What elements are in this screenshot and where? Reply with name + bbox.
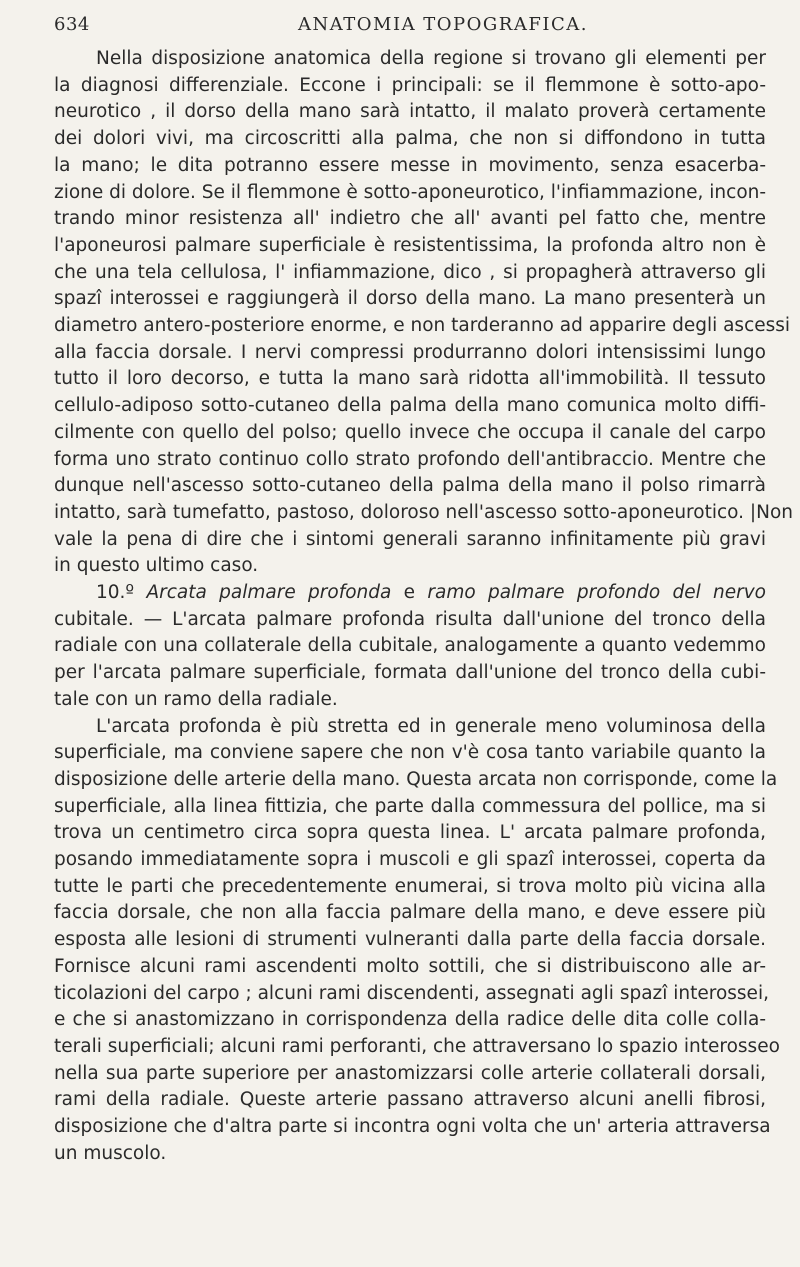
section-connector: e [403, 582, 416, 603]
page-number: 634 [54, 14, 90, 35]
text-line: e che si anastomizzano in corrispondenza della radice delle dita colle colla- [54, 1009, 766, 1031]
text-line: dunque nell'ascesso sotto-cutaneo della palma della mano il polso rimarrà [54, 475, 766, 497]
text-line: L'arcata profonda è più stretta ed in generale meno voluminosa della [96, 715, 766, 737]
text-line: cellulo-adiposo sotto-cutaneo della palma della mano comunica molto diffi- [54, 395, 766, 417]
text-line: esposta alle lesioni di strumenti vulneranti dalla parte della faccia dorsale. [54, 929, 766, 951]
text-line: rami della radiale. Queste arterie passano attraverso alcuni anelli fibrosi, [54, 1089, 766, 1111]
text-line: terali superficiali; alcuni rami perforanti, che attraversano lo spazio interosseo [54, 1035, 780, 1057]
running-head: ANATOMIA TOPOGRAFICA. [298, 14, 588, 35]
text-line: neurotico , il dorso della mano sarà intatto, il malato proverà certamente [54, 101, 766, 123]
page-header [54, 14, 764, 42]
text-line: dei dolori vivi, ma circoscritti alla palma, che non si diffondono in tutta [54, 128, 766, 150]
section-title-part1: Arcata palmare profonda [146, 582, 392, 603]
text-line: ticolazioni del carpo ; alcuni rami discendenti, assegnati agli spazî interossei, [54, 982, 769, 1004]
text-line: spazî interossei e raggiungerà il dorso della mano. La mano presenterà un [54, 288, 766, 310]
text-line: nella sua parte superiore per anastomizzarsi colle arterie collaterali dorsali, [54, 1062, 766, 1084]
text-line: zione di dolore. Se il flemmone è sotto-aponeurotico, l'infiammazione, incon- [54, 181, 767, 203]
text-line: Fornisce alcuni rami ascendenti molto sottili, che si distribuiscono alle ar- [54, 955, 766, 977]
text-line: forma uno strato continuo collo strato profondo dell'antibraccio. Mentre che [54, 448, 766, 470]
text-line: tutte le parti che precedentemente enumerai, si trova molto più vicina alla [54, 875, 766, 897]
text-line: trova un centimetro circa sopra questa linea. L' arcata palmare profonda, [54, 822, 766, 844]
text-line: disposizione che d'altra parte si incontra ogni volta che un' arteria attraversa [54, 1116, 771, 1137]
section-title-part2: ramo palmare profondo del nervo [427, 582, 767, 603]
text-line: diametro antero-posteriore enorme, e non tarderanno ad apparire degli ascessi [54, 315, 791, 336]
text-line: intatto, sarà tumefatto, pastoso, doloroso nell'ascesso sotto-aponeurotico. |Non [54, 501, 794, 523]
text-line: la mano; le dita potranno essere messe in movimento, senza esacerba- [54, 154, 766, 176]
text-line: radiale con una collaterale della cubitale, analogamente a quanto vedemmo [54, 635, 766, 657]
text-line: faccia dorsale, che non alla faccia palmare della mano, e deve essere più [54, 902, 766, 924]
section-number: 10.º [96, 582, 135, 603]
text-line: superficiale, alla linea fittizia, che parte dalla commessura del pollice, ma si [54, 795, 766, 817]
text-line: vale la pena di dire che i sintomi generali saranno infinitamente più gravi [54, 528, 766, 550]
text-line: posando immediatamente sopra i muscoli e gli spazî interossei, coperta da [54, 849, 766, 870]
text-line: Nella disposizione anatomica della regione si trovano gli elementi per [96, 48, 766, 69]
section-heading [96, 580, 766, 607]
text-line: alla faccia dorsale. I nervi compressi produrranno dolori intensissimi lungo [54, 341, 766, 363]
text-line: cubitale. — L'arcata palmare profonda risulta dall'unione del tronco della [54, 608, 766, 630]
text-line: cilmente con quello del polso; quello invece che occupa il canale del carpo [54, 421, 766, 443]
text-line: per l'arcata palmare superficiale, formata dall'unione del tronco della cubi- [54, 662, 766, 684]
text-line: superficiale, ma conviene sapere che non v'è cosa tanto variabile quanto la [54, 742, 766, 764]
text-line: trando minor resistenza all' indietro che all' avanti pel fatto che, mentre [54, 208, 766, 230]
text-line: tutto il loro decorso, e tutta la mano sarà ridotta all'immobilità. Il tessuto [54, 368, 766, 390]
text-line: la diagnosi differenziale. Eccone i principali: se il flemmone è sotto-apo- [54, 74, 766, 96]
text-line: l'aponeurosi palmare superficiale è resistentissima, la profonda altro non è [54, 234, 766, 256]
text-line: in questo ultimo caso. [54, 555, 259, 577]
text-line: tale con un ramo della radiale. [54, 688, 338, 710]
text-line: un muscolo. [54, 1142, 167, 1164]
text-line: disposizione delle arterie della mano. Questa arcata non corrisponde, come la [54, 768, 778, 790]
text-line: che una tela cellulosa, l' infiammazione, dico , si propagherà attraverso gli [54, 261, 766, 283]
